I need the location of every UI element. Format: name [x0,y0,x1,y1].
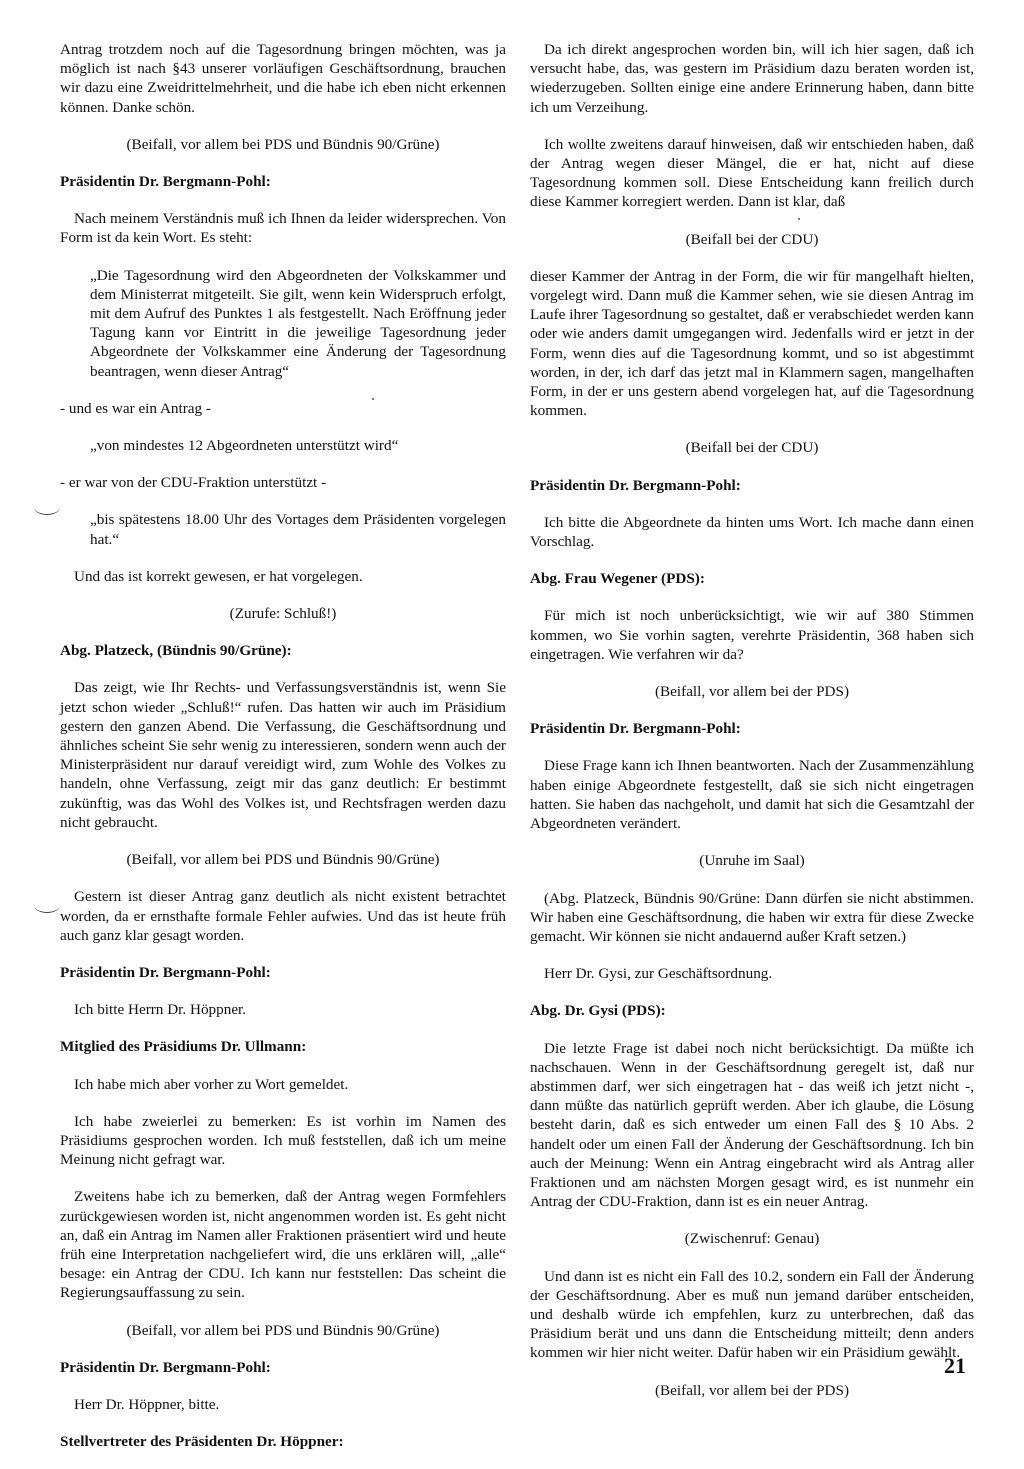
paragraph: Zweitens habe ich zu bemerken, daß der Antrag wegen Formfehlers zurückgewiesen worden ist, nicht angenommen worden ist. Es geht nicht an, daß ein Antrag im Namen aller Fraktionen präsentiert wird und heute früh eine Interpretation nachgeliefert wird, die uns erklären will, „alle“ besage: ein Antrag der CDU. Ich kann nur feststellen: Das scheint die Regierungsauffassung zu sein. [60,1188,506,1302]
speaker-heading: Abg. Dr. Gysi (PDS): [530,1002,666,1020]
stage-direction: (Beifall bei der CDU) [685,439,819,457]
paragraph: Das zeigt, wie Ihr Rechts- und Verfassungsverständnis ist, wenn Sie jetzt schon wieder „Schluß!“ rufen. Das hatten wir auch im Präsidium gestern den ganzen Abend. Die Verfassung, die Geschäftsordnung und ähnliches scheint Sie sehr wenig zu interessieren, sondern wenn auch der Ministerpräsident nur darauf vereidigt wird, zum Wohle des Volkes zu handeln, ohne Verfassung, zeigt mir das ganz deutlich: Er bestimmt zukünftig, was das Wohl des Volkes ist, und Rechtsfragen werden dazu nicht gebraucht. [60,679,506,831]
stage-direction: (Beifall, vor allem bei der PDS) [654,1381,849,1399]
paragraph: Ich habe zweierlei zu bemerken: Es ist vorhin im Namen des Präsidiums gesprochen worden. Ich muß feststellen, daß ich um meine Meinung nicht gefragt war. [60,1112,506,1169]
speck [798,218,800,220]
page-number: 21 [944,1353,966,1378]
speaker-heading: Präsidentin Dr. Bergmann-Pohl: [60,173,271,191]
speaker-heading: Mitglied des Präsidiums Dr. Ullmann: [60,1038,307,1056]
interjection-line: - er war von der CDU-Fraktion unterstützt - [60,474,327,492]
stage-direction: (Beifall, vor allem bei PDS und Bündnis 90/Grüne) [126,135,440,153]
margin-mark [34,500,60,515]
stage-direction: (Unruhe im Saal) [699,852,805,870]
paragraph: Ich wollte zweitens darauf hinweisen, daß wir entschieden haben, daß der Antrag wegen dieser Mängel, die er hat, nicht auf diese Tagesordnung kommen soll. Diese Entscheidung kann freilich durch diese Kammer korregiert werden. Dann ist klar, daß [530,135,974,211]
speaker-heading: Präsidentin Dr. Bergmann-Pohl: [530,720,741,738]
paragraph: Nach meinem Verständnis muß ich Ihnen da leider widersprechen. Von Form ist da kein Wort. Es steht: [60,210,506,247]
paragraph: (Abg. Platzeck, Bündnis 90/Grüne: Dann dürfen sie nicht abstimmen. Wir haben eine Geschäftsordnung, die haben wir extra für diese Zwecke gemacht. Wir können sie nicht andauernd außer Kraft setzen.) [530,889,974,945]
paragraph: Die letzte Frage ist dabei noch nicht berücksichtigt. Da müßte ich nachschauen. Wenn in der Geschäftsordnung geregelt ist, daß nur abstimmen darf, wer sich eingetragen hat - das weiß ich jetzt nicht -, dann müßte das natürlich geprüft werden. Aber ich glaube, die Lösung besteht darin, daß es sich entweder um einen Fall des § 10 Abs. 2 handelt oder um einen Fall der Änderung der Geschäftsordnung. Ich bin auch der Meinung: Wenn ein Antrag eingebracht wird als Antrag aller Fraktionen und am nächsten Morgen gesagt wird, es ist nunmehr ein Antrag der CDU-Fraktion, dann ist es ein neuer Antrag. [530,1039,974,1211]
right-column [530,40,974,1418]
interjection-line: - und es war ein Antrag - [60,399,211,417]
left-column [60,40,506,1469]
quoted-text: „von mindestes 12 Abgeordneten unterstützt wird“ [90,437,399,455]
paragraph: Herr Dr. Höppner, bitte. [74,1395,220,1413]
stage-direction: (Zurufe: Schluß!) [229,605,337,623]
speaker-heading: Abg. Frau Wegener (PDS): [530,570,705,588]
paragraph: Gestern ist dieser Antrag ganz deutlich als nicht existent betrachtet worden, da er ernsthafte formale Fehler aufwies. Und das ist heute früh auch ganz klar gesagt worden. [60,888,506,944]
paragraph-continuation: dieser Kammer der Antrag in der Form, die wir für mangelhaft hielten, vorgelegt wird. Dann muß die Kammer sehen, wie sie diesen Antrag im Laufe ihrer Tagesordnung so gestaltet, daß er verabschiedet werden kann oder wie anders damit umgegangen wird. Jedenfalls wird er jetzt in der Form, wenn dies auf die Tagesordnung kommt, und so ist abgestimmt worden, in der, ich darf das jetzt mal in Klammern sagen, mangelhaften Form, in der er uns gestern abend vorgelegen hat, auf die Tagesordnung kommen. [530,267,974,420]
speaker-heading: Präsidentin Dr. Bergmann-Pohl: [60,963,271,981]
speaker-heading: Abg. Platzeck, (Bündnis 90/Grüne): [60,642,292,660]
paragraph: Ich bitte die Abgeordnete da hinten ums Wort. Ich mache dann einen Vorschlag. [530,513,974,551]
speaker-heading: Präsidentin Dr. Bergmann-Pohl: [60,1358,271,1376]
paragraph: Und dann ist es nicht ein Fall des 10.2, sondern ein Fall der Änderung der Geschäftsordnung. Aber es muß nun jemand darüber entscheiden, und deshalb würde ich empfehlen, kurz zu unterbrechen, daß das Präsidium berät und uns dann die Entscheidung mitteilt; denn anders kommen wir hier nicht weiter. Dafür haben wir ein Präsidium gewählt. [530,1267,974,1362]
paragraph: Herr Dr. Gysi, zur Geschäftsordnung. [544,965,773,983]
speaker-heading: Stellvertreter des Präsidenten Dr. Höppner: [60,1433,344,1451]
paragraph: Ich bitte Herrn Dr. Höppner. [74,1001,247,1019]
stage-direction: (Zwischenruf: Genau) [684,1230,820,1248]
paragraph: Und das ist korrekt gewesen, er hat vorgelegen. [74,567,363,585]
stage-direction: (Beifall, vor allem bei der PDS) [654,683,849,701]
quoted-text: „bis spätestens 18.00 Uhr des Vortages dem Präsidenten vorgelegen hat.“ [90,511,506,548]
margin-mark [34,898,60,913]
speaker-heading: Präsidentin Dr. Bergmann-Pohl: [530,476,741,494]
paragraph: Da ich direkt angesprochen worden bin, will ich hier sagen, daß ich versucht habe, das, was gestern im Präsidium dazu beraten worden ist, wiederzugeben. Sollten einige eine andere Erinnerung haben, dann bitte ich um Verzeihung. [530,41,974,116]
stage-direction: (Beifall bei der CDU) [685,230,819,248]
quoted-text: „Die Tagesordnung wird den Abgeordneten der Volkskammer und dem Ministerrat mitgeteilt. Sie gilt, wenn kein Widerspruch erfolgt, mit dem Aufruf des Punktes 1 als festgestellt. Nach Eröffnung jeder Tagung kann vor Eintritt in die jeweilige Tagesordnung jeder Abgeordnete der Volkskammer eine Änderung der Tagesordnung beantragen, wenn dieser Antrag“ [90,266,506,380]
stage-direction: (Beifall, vor allem bei PDS und Bündnis 90/Grüne) [126,1321,440,1339]
paragraph: Ich habe mich aber vorher zu Wort gemeldet. [74,1075,349,1093]
speck [372,398,374,400]
paragraph: Diese Frage kann ich Ihnen beantworten. Nach der Zusammenzählung haben einige Abgeordnete festgestellt, daß sie sich nicht eingetragen hatten. Sie haben das nachgeholt, und damit hat sich die Gesamtzahl der Abgeordneten verändert. [530,757,974,833]
paragraph-continuation: Antrag trotzdem noch auf die Tagesordnung bringen möchten, was ja möglich ist nach §43 unserer vorläufigen Geschäftsordnung, brauchen wir dazu eine Zweidrittelmehrheit, und die habe ich eben nicht erkennen können. Danke schön. [60,41,506,116]
paragraph: Für mich ist noch unberücksichtigt, wie wir auf 380 Stimmen kommen, wo Sie vorhin sagten, verehrte Präsidentin, 368 haben sich eingetragen. Wie verfahren wir da? [530,607,974,663]
stage-direction: (Beifall, vor allem bei PDS und Bündnis 90/Grüne) [126,851,440,869]
